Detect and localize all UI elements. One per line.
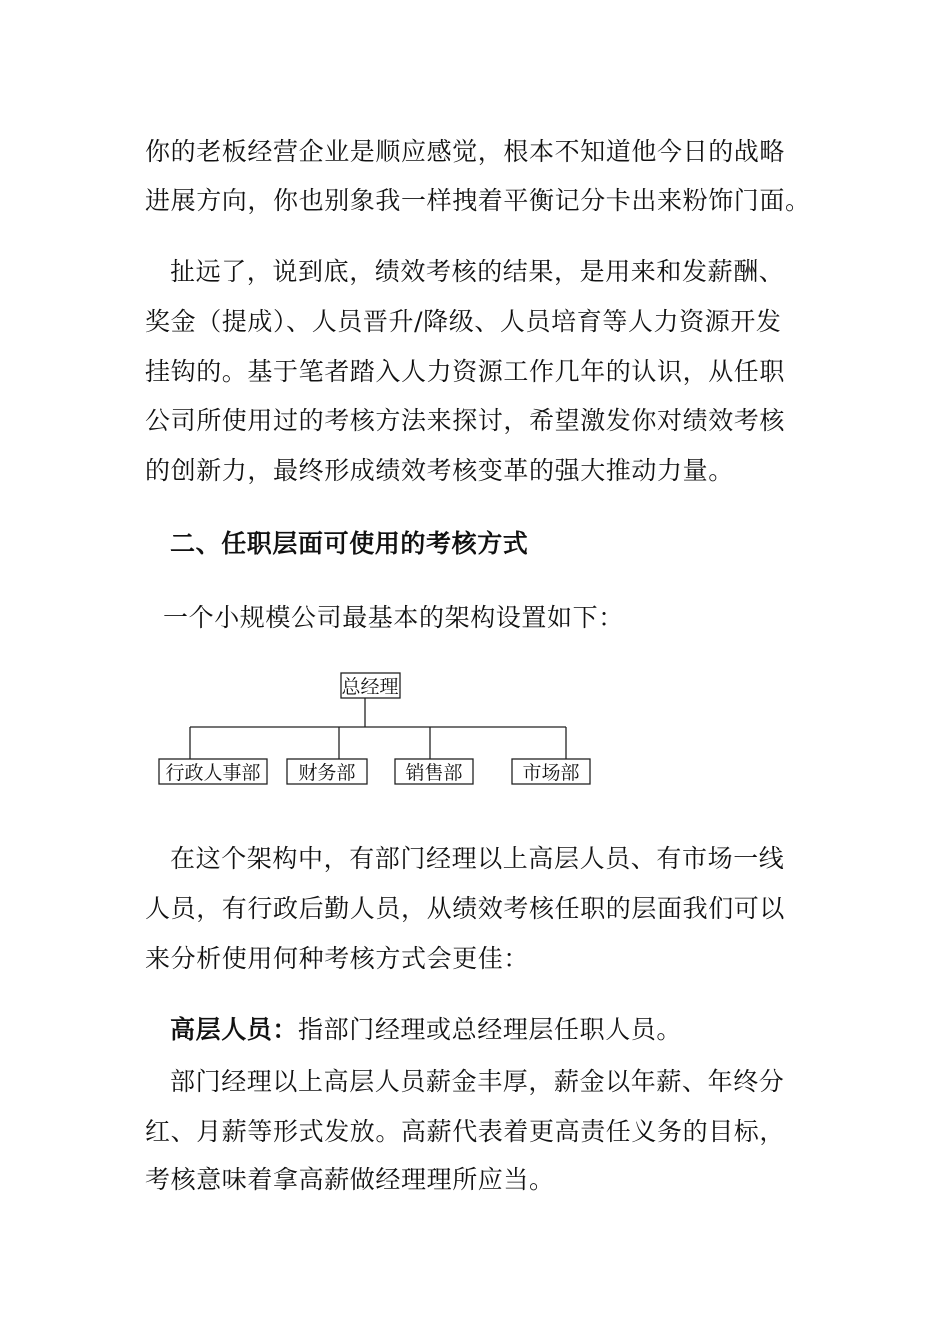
senior-staff-definition: 指部门经理或总经理层任职人员。	[298, 1015, 683, 1044]
paragraph-line: 奖金（提成）、人员晋升/降级、人员培育等人力资源开发	[145, 307, 782, 336]
org-dept-label: 财务部	[298, 762, 356, 784]
paragraph-line: 的创新力，最终形成绩效考核变革的强大推动力量。	[145, 456, 734, 485]
paragraph-line: 人员，有行政后勤人员，从绩效考核任职的层面我们可以	[145, 894, 786, 923]
section-heading: 二、任职层面可使用的考核方式	[170, 529, 529, 558]
paragraph-line: 在这个架构中，有部门经理以上高层人员、有市场一线	[170, 844, 785, 873]
org-root-label: 总经理	[341, 676, 399, 698]
paragraph-line: 红、月薪等形式发放。高薪代表着更高责任义务的目标，	[145, 1117, 786, 1146]
senior-staff-line	[170, 1015, 682, 1045]
org-dept-label: 市场部	[522, 762, 580, 784]
paragraph-line: 部门经理以上高层人员薪金丰厚，薪金以年薪、年终分	[170, 1067, 785, 1096]
paragraph-line: 进展方向，你也别象我一样拽着平衡记分卡出来粉饰门面。	[145, 186, 811, 215]
paragraph-line: 你的老板经营企业是顺应感觉，根本不知道他今日的战略	[145, 137, 786, 166]
paragraph-line: 公司所使用过的考核方法来探讨，希望激发你对绩效考核	[145, 406, 786, 435]
paragraph-line: 挂钩的。基于笔者踏入人力资源工作几年的认识，从任职	[145, 357, 786, 386]
paragraph-line: 来分析使用何种考核方式会更佳：	[145, 944, 530, 973]
paragraph-line: 扯远了，说到底，绩效考核的结果，是用来和发薪酬、	[170, 257, 785, 286]
senior-staff-label: 高层人员：	[170, 1015, 299, 1044]
org-dept-label: 行政人事部	[165, 762, 261, 784]
org-dept-label: 销售部	[405, 762, 463, 784]
intro-line: 一个小规模公司最基本的架构设置如下：	[163, 603, 624, 632]
paragraph-line: 考核意味着拿高薪做经理理所应当。	[145, 1165, 555, 1194]
